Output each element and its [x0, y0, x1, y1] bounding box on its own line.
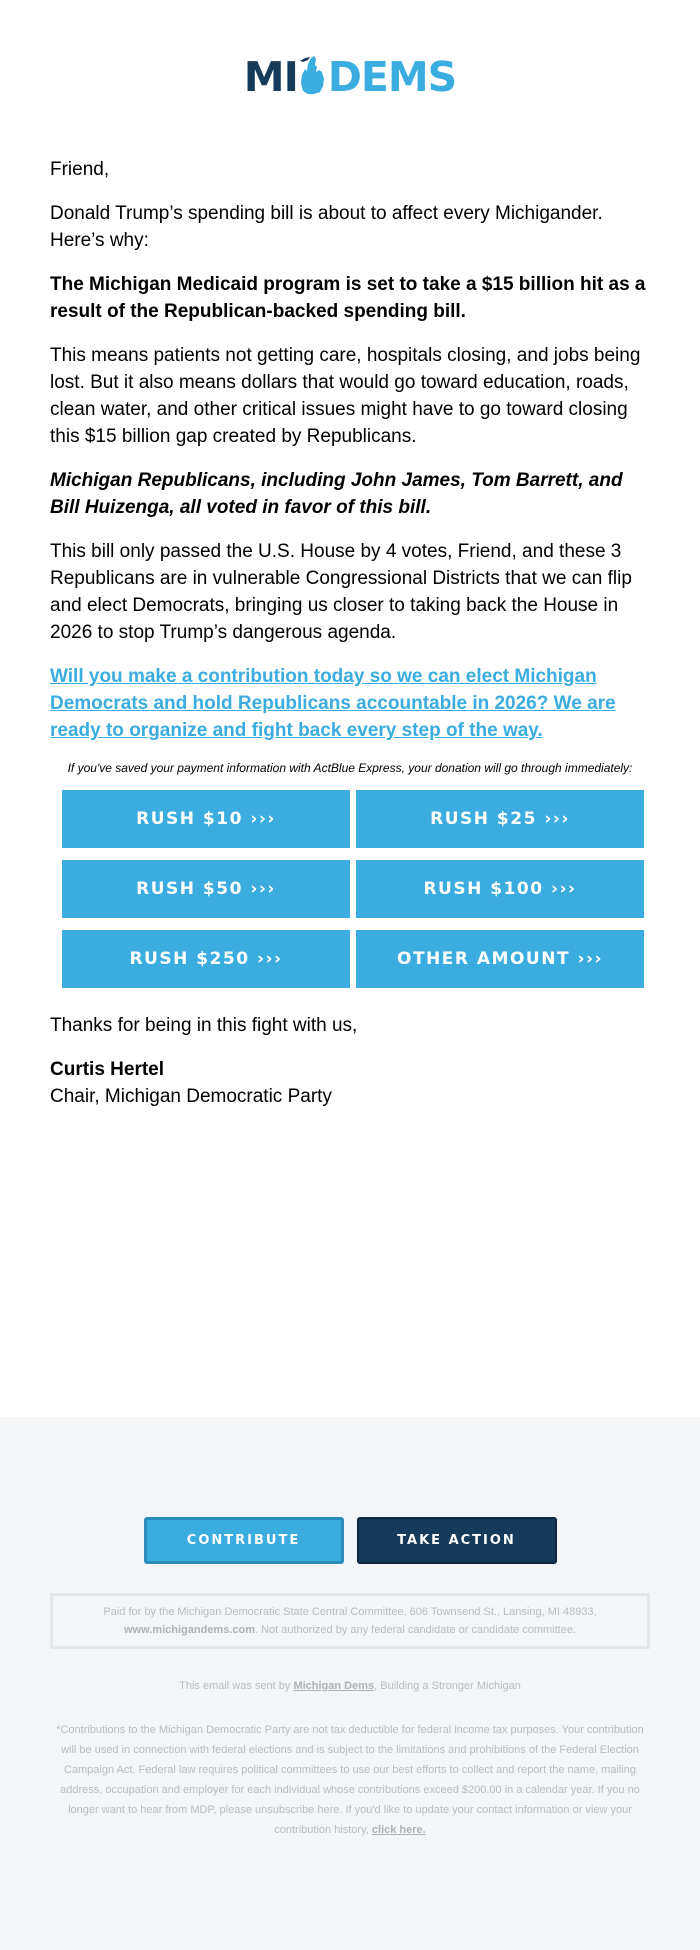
greeting: Friend,	[50, 159, 110, 180]
donate-100-button[interactable]: RUSH $100 ›››	[356, 860, 644, 918]
paid-for-website[interactable]: www.michigandems.com	[123, 1624, 255, 1636]
signer-name: Curtis Hertel	[50, 1059, 165, 1080]
signer-title: Chair, Michigan Democratic Party	[50, 1086, 332, 1107]
contribute-button[interactable]: CONTRIBUTE	[144, 1517, 344, 1564]
paragraph-flip-districts: This bill only passed the U.S. House by 4 votes, Friend, and these 3 Republicans are in vulnerable Congressional Districts that we can flip and elect Democrats, bringing us closer to taking back the House in 2026 to stop Trump’s dangerous agenda.	[50, 541, 632, 643]
disclaimer-text: *Contributions to the Michigan Democratic Party are not tax deductible for federal income tax purposes. Your contribution will be used in connection with federal elections and is subject to the limitations and prohibitions of the Federal Election Campaign Act. Federal law requires political committees to use our best efforts to collect and report the name, mailing address, occupation and employer for each individual whose contributions exceed $200.00 in a calendar year. If you no longer want to hear from MDP, please unsubscribe here. If you'd like to update your contact information or view your contribution history,	[56, 1724, 644, 1836]
paid-for-line2	[124, 1621, 576, 1639]
footer-button-row	[0, 1517, 700, 1564]
closing-line: Thanks for being in this fight with us,	[50, 1015, 358, 1036]
legal-disclaimer	[55, 1720, 645, 1840]
paragraph-consequences: This means patients not getting care, hospitals closing, and jobs being lost. But it also means dollars that would go toward education, roads, clean water, and other critical issues might have to go toward closing this $15 billion gap created by Republicans.	[50, 345, 641, 447]
email-footer	[0, 1417, 700, 1950]
header-logo-area	[0, 48, 700, 101]
take-action-button[interactable]: TAKE ACTION	[357, 1517, 557, 1564]
donate-25-button[interactable]: RUSH $25 ›››	[356, 790, 644, 848]
paid-for-line2-rest: . Not authorized by any federal candidate or candidate committee.	[254, 1624, 577, 1636]
paragraph-medicaid-hit: The Michigan Medicaid program is set to take a $15 billion hit as a result of the Republican-backed spending bill.	[50, 274, 646, 322]
donate-250-button[interactable]: RUSH $250 ›››	[62, 930, 350, 988]
donate-other-amount-button[interactable]: OTHER AMOUNT ›››	[356, 930, 644, 988]
paid-for-disclaimer-box	[50, 1593, 650, 1649]
paragraph-intro: Donald Trump’s spending bill is about to affect every Michigander. Here’s why:	[50, 203, 603, 251]
michigan-dems-link[interactable]: Michigan Dems	[293, 1680, 375, 1692]
logo-dems-text: DEMS	[327, 53, 457, 101]
paid-for-line1: Paid for by the Michigan Democratic State Central Committee, 606 Townsend St., Lansing, MI 48933,	[103, 1606, 597, 1618]
actblue-express-note: If you've saved your payment information with ActBlue Express, your donation will go through immediately:	[67, 761, 633, 775]
logo-mi-text: MI	[243, 53, 298, 101]
sent-by-suffix: , Building a Stronger Michigan	[374, 1680, 521, 1692]
sent-by-line	[0, 1680, 700, 1692]
donate-10-button[interactable]: RUSH $10 ›››	[62, 790, 350, 848]
michigan-mitten-icon	[299, 55, 327, 95]
contribution-cta-link[interactable]: Will you make a contribution today so we can elect Michigan Democrats and hold Republicans accountable in 2026? We are ready to organize and fight back every step of the way.	[50, 666, 616, 741]
paragraph-republicans-voted: Michigan Republicans, including John James, Tom Barrett, and Bill Huizenga, all voted in favor of this bill.	[50, 470, 623, 518]
donate-50-button[interactable]: RUSH $50 ›››	[62, 860, 350, 918]
email-body	[50, 156, 650, 1110]
midems-logo[interactable]	[243, 49, 457, 101]
donation-button-grid	[62, 790, 650, 988]
click-here-link[interactable]: click here.	[371, 1824, 426, 1836]
sent-by-prefix: This email was sent by	[179, 1680, 294, 1692]
